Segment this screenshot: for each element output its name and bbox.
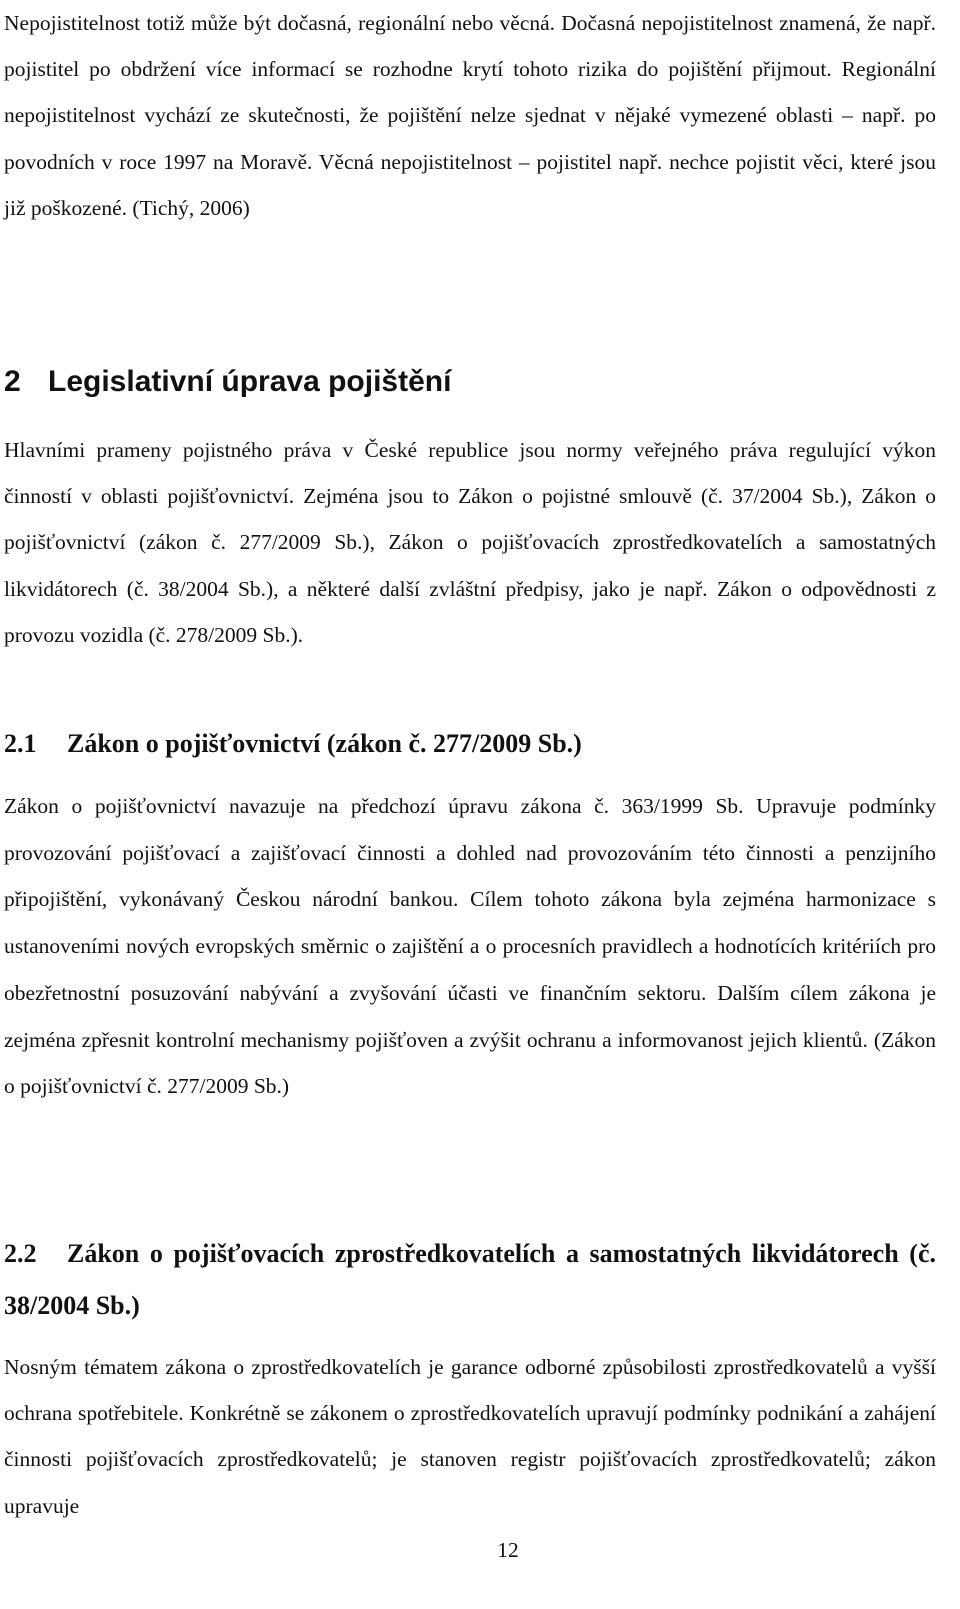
subsection-number: 2.2: [4, 1239, 37, 1268]
subsection-number: 2.1: [4, 729, 37, 758]
paragraph-intermediaries-act: Nosným tématem zákona o zprostředkovatelích je garance odborné způsobilosti zprostředkovatelů a vyšší ochrana spotřebitele. Konkrétně se zákonem o zprostředkovatelích upravují podmínky podnikání a zahájení činnosti pojišťovacích zprostředkovatelů; je stanoven registr pojišťovacích zprostředkovatelů; zákon upravuje: [4, 1355, 936, 1518]
section-number: 2: [4, 365, 21, 398]
page-number: 12: [497, 1538, 519, 1562]
subsection-heading-insurance-act: [4, 722, 936, 766]
paragraph-legal-sources: Hlavními prameny pojistného práva v České republice jsou normy veřejného práva regulující výkon činností v oblasti pojišťovnictví. Zejména jsou to Zákon o pojistné smlouvě (č. 37/2004 Sb.), Zákon o pojišťovnictví (zákon č. 277/2009 Sb.), Zákon o pojišťovacích zprostředkovatelích a samostatných likvidátorech (č. 38/2004 Sb.), a některé další zvláštní předpisy, jako je např. Zákon o odpovědnosti z provozu vozidla (č. 278/2009 Sb.).: [4, 438, 936, 647]
subsection-heading-intermediaries-act: [4, 1228, 936, 1332]
subsection-title: Zákon o pojišťovacích zprostředkovatelích a samostatných likvidátorech (č. 38/2004 Sb.): [4, 1239, 936, 1320]
section-title: Legislativní úprava pojištění: [48, 365, 452, 398]
section-heading-legislation: [4, 357, 936, 407]
subsection-title: Zákon o pojišťovnictví (zákon č. 277/2009 Sb.): [67, 729, 582, 758]
paragraph-insurance-act: Zákon o pojišťovnictví navazuje na předchozí úpravu zákona č. 363/1999 Sb. Upravuje podmínky provozování pojišťovací a zajišťovací činnosti a dohled nad provozováním této činnosti a penzijního připojištění, vykonávaný Českou národní bankou. Cílem tohoto zákona byla zejména harmonizace s ustanoveními nových evropských směrnic o zajištění a o procesních pravidlech a hodnotících kritériích pro obezřetnostní posuzování nabývání a zvyšování účasti ve finančním sektoru. Dalším cílem zákona je zejména zpřesnit kontrolní mechanismy pojišťoven a zvýšit ochranu a informovanost jejich klientů. (Zákon o pojišťovnictví č. 277/2009 Sb.): [4, 794, 936, 1099]
paragraph-uninsurability: Nepojistitelnost totiž může být dočasná, regionální nebo věcná. Dočasná nepojistitelnost znamená, že např. pojistitel po obdržení více informací se rozhodne krytí tohoto rizika do pojištění přijmout. Regionální nepojistitelnost vychází ze skutečnosti, že pojištění nelze sjednat v nějaké vymezené oblasti – např. po povodních v roce 1997 na Moravě. Věcná nepojistitelnost – pojistitel např. nechce pojistit věci, které jsou již poškozené. (Tichý, 2006): [4, 11, 936, 220]
